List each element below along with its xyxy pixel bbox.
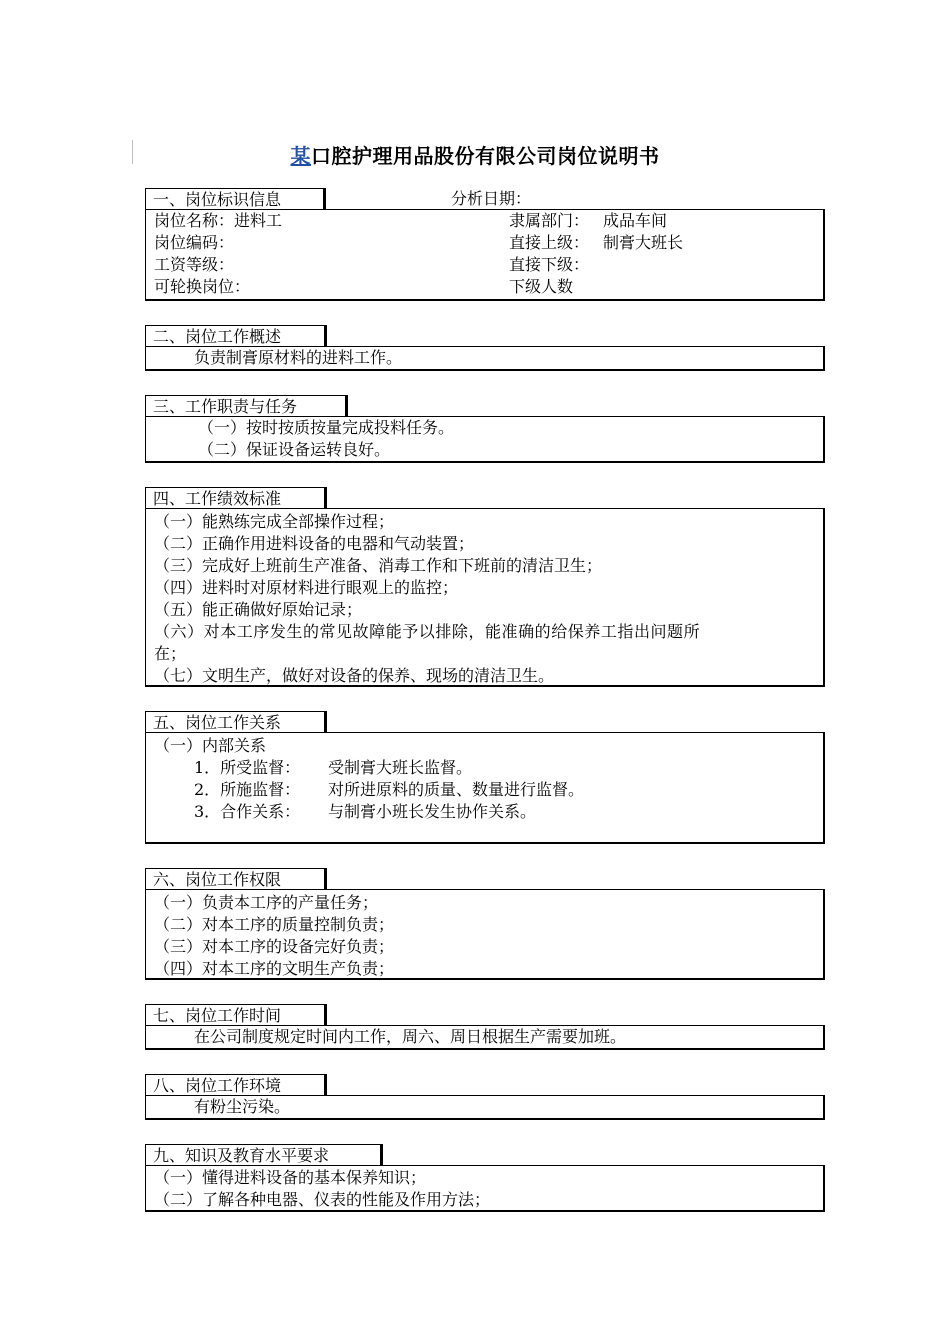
section-tab: 一、岗位标识信息 bbox=[145, 188, 326, 210]
field-value: 制膏大班长 bbox=[603, 233, 684, 252]
relation-item bbox=[194, 757, 472, 779]
authority-item: （二）对本工序的质量控制负责； bbox=[154, 915, 395, 934]
section-box bbox=[145, 889, 825, 980]
knowledge-item: （一）懂得进料设备的基本保养知识； bbox=[154, 1168, 427, 1187]
relations-heading: （一）内部关系 bbox=[154, 736, 267, 755]
standard-item: （六）对本工序发生的常见故障能予以排除，能准确的给保养工指出问题所 bbox=[154, 622, 701, 641]
field-subordinate-count bbox=[509, 276, 573, 298]
relation-label: 2．所施监督： bbox=[194, 780, 301, 799]
field-label: 工资等级： bbox=[154, 255, 235, 274]
field-job-code bbox=[154, 232, 234, 254]
relation-item bbox=[194, 779, 584, 801]
section-box bbox=[145, 1095, 825, 1120]
field-label: 直接下级： bbox=[509, 255, 590, 274]
standard-item: （五）能正确做好原始记录； bbox=[154, 600, 363, 619]
field-value: 成品车间 bbox=[603, 211, 668, 230]
section-tab: 四、工作绩效标准 bbox=[145, 487, 327, 509]
relation-value: 与制膏小班长发生协作关系。 bbox=[328, 802, 537, 821]
field-label: 可轮换岗位： bbox=[154, 277, 251, 296]
work-time-text: 在公司制度规定时间内工作，周六、周日根据生产需要加班。 bbox=[194, 1027, 627, 1046]
section-box bbox=[145, 1025, 825, 1050]
title-rest: 口腔护理用品股份有限公司岗位说明书 bbox=[311, 144, 660, 168]
section-box bbox=[145, 732, 825, 844]
duty-item: （一）按时按质按量完成投料任务。 bbox=[198, 418, 455, 437]
section-tab: 三、工作职责与任务 bbox=[145, 395, 348, 417]
field-job-name bbox=[154, 210, 282, 232]
section-box bbox=[145, 508, 825, 687]
section-tab: 五、岗位工作关系 bbox=[145, 711, 327, 733]
standard-item: （七）文明生产，做好对设备的保养、现场的清洁卫生。 bbox=[154, 666, 555, 685]
relation-item bbox=[194, 801, 536, 823]
duty-item: （二）保证设备运转良好。 bbox=[198, 440, 391, 459]
authority-item: （四）对本工序的文明生产负责； bbox=[154, 959, 395, 978]
section-tab: 七、岗位工作时间 bbox=[145, 1004, 327, 1026]
overview-text: 负责制膏原材料的进料工作。 bbox=[194, 348, 403, 367]
field-value: 进料工 bbox=[234, 211, 283, 230]
section-box bbox=[145, 346, 825, 371]
title-first-char: 某 bbox=[290, 144, 311, 168]
relation-label: 3．合作关系： bbox=[194, 802, 301, 821]
work-environment-text: 有粉尘污染。 bbox=[194, 1097, 291, 1116]
field-label: 隶属部门： bbox=[509, 211, 590, 230]
section-tab: 八、岗位工作环境 bbox=[145, 1074, 327, 1096]
standard-item-continuation: 在； bbox=[154, 644, 187, 663]
field-rotation-post bbox=[154, 276, 250, 298]
field-direct-subordinate bbox=[509, 254, 589, 276]
section-tab: 六、岗位工作权限 bbox=[145, 868, 327, 890]
analysis-date-label: 分析日期： bbox=[451, 189, 532, 208]
standard-item: （四）进料时对原材料进行眼观上的监控； bbox=[154, 578, 459, 597]
field-label: 岗位名称： bbox=[154, 211, 235, 230]
field-pay-grade bbox=[154, 254, 234, 276]
relation-value: 受制膏大班长监督。 bbox=[328, 758, 473, 777]
field-label: 直接上级： bbox=[509, 233, 590, 252]
field-department bbox=[509, 210, 667, 232]
section-box bbox=[145, 209, 825, 301]
knowledge-item: （二）了解各种电器、仪表的性能及作用方法； bbox=[154, 1190, 491, 1209]
field-label: 下级人数 bbox=[509, 277, 574, 296]
authority-item: （三）对本工序的设备完好负责； bbox=[154, 937, 395, 956]
relation-value: 对所进原料的质量、数量进行监督。 bbox=[328, 780, 585, 799]
field-label: 岗位编码： bbox=[154, 233, 235, 252]
section-tab: 二、岗位工作概述 bbox=[145, 325, 327, 347]
section-tab: 九、知识及教育水平要求 bbox=[145, 1144, 383, 1166]
authority-item: （一）负责本工序的产量任务； bbox=[154, 893, 379, 912]
section-box bbox=[145, 416, 825, 463]
section-box bbox=[145, 1165, 825, 1212]
document-title bbox=[0, 143, 950, 169]
standard-item: （二）正确作用进料设备的电器和气动装置； bbox=[154, 534, 475, 553]
field-direct-superior bbox=[509, 232, 683, 254]
standard-item: （一）能熟练完成全部操作过程； bbox=[154, 512, 395, 531]
standard-item: （三）完成好上班前生产准备、消毒工作和下班前的清洁卫生； bbox=[154, 556, 603, 575]
relation-label: 1．所受监督： bbox=[194, 758, 301, 777]
